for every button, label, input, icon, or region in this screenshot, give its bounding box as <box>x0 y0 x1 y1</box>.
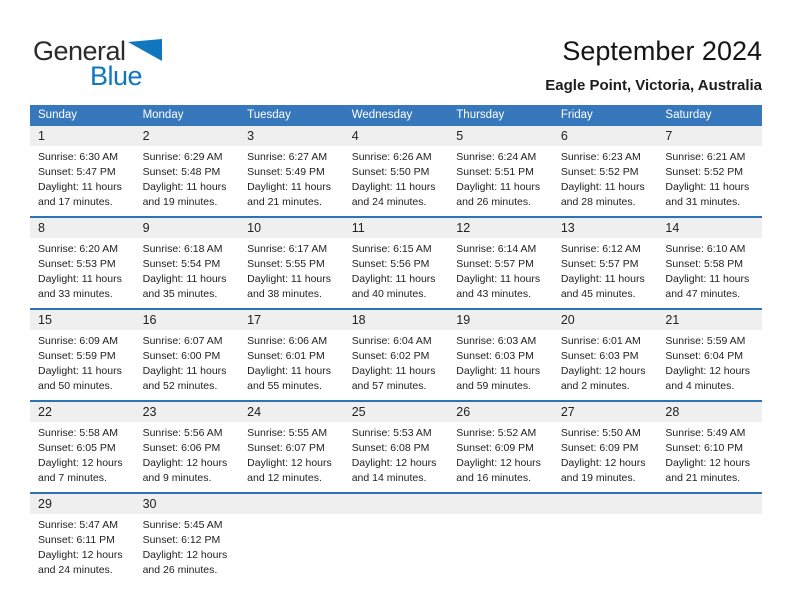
sunrise-text: Sunrise: 5:56 AM <box>142 427 223 439</box>
day-details <box>344 146 449 216</box>
sunset-text: Sunset: 5:47 PM <box>38 166 116 178</box>
sunrise-text: Sunrise: 6:26 AM <box>351 151 432 163</box>
week-row <box>30 126 762 216</box>
day-number: 15 <box>30 310 135 330</box>
sunrise-text: Sunrise: 5:59 AM <box>665 335 746 347</box>
day-number: 10 <box>239 218 344 238</box>
sunset-text: Sunset: 5:53 PM <box>38 258 116 270</box>
general-blue-logo <box>33 36 163 91</box>
week-row <box>30 400 762 492</box>
weekday-label-sunday: Sunday <box>38 109 78 121</box>
day-details <box>239 238 344 308</box>
sunrise-text: Sunrise: 6:09 AM <box>38 335 118 347</box>
day-number: 27 <box>553 402 658 422</box>
daylight-text: Daylight: 11 hours and 17 minutes. <box>38 181 122 208</box>
day-details <box>135 330 240 400</box>
sunrise-text: Sunrise: 6:10 AM <box>665 243 746 255</box>
day-details <box>657 330 762 400</box>
sunrise-text: Sunrise: 6:27 AM <box>247 151 328 163</box>
daylight-text: Daylight: 11 hours and 59 minutes. <box>456 365 541 392</box>
calendar-day-cell <box>657 126 762 216</box>
daylight-text: Daylight: 12 hours and 16 minutes. <box>456 457 541 484</box>
sunrise-text: Sunrise: 6:04 AM <box>351 335 432 347</box>
day-details <box>553 422 658 492</box>
day-number <box>553 494 658 514</box>
calendar-empty-cell <box>448 494 553 584</box>
sunrise-text: Sunrise: 5:53 AM <box>351 427 432 439</box>
day-number: 21 <box>657 310 762 330</box>
sunset-text: Sunset: 6:05 PM <box>38 442 116 454</box>
calendar-day-cell <box>239 402 344 492</box>
day-details <box>657 422 762 492</box>
day-number: 18 <box>344 310 449 330</box>
daylight-text: Daylight: 12 hours and 2 minutes. <box>560 365 646 392</box>
day-details <box>553 330 658 400</box>
day-details <box>448 238 553 308</box>
daylight-text: Daylight: 12 hours and 21 minutes. <box>665 457 751 484</box>
day-details <box>344 514 449 584</box>
calendar-day-cell <box>448 126 553 216</box>
weekday-header-row <box>30 105 762 126</box>
daylight-text: Daylight: 11 hours and 24 minutes. <box>351 181 436 208</box>
sunrise-text: Sunrise: 6:12 AM <box>560 243 641 255</box>
daylight-text: Daylight: 11 hours and 47 minutes. <box>665 273 750 300</box>
day-number: 14 <box>657 218 762 238</box>
sunset-text: Sunset: 6:01 PM <box>247 350 325 362</box>
calendar-day-cell <box>344 310 449 400</box>
calendar-day-cell <box>344 126 449 216</box>
week-row <box>30 308 762 400</box>
weekday-label-thursday: Thursday <box>456 109 505 121</box>
week-row <box>30 492 762 584</box>
daylight-text: Daylight: 12 hours and 7 minutes. <box>38 457 123 484</box>
day-details <box>344 422 449 492</box>
day-details <box>30 238 135 308</box>
sunset-text: Sunset: 5:52 PM <box>560 166 639 178</box>
day-number: 11 <box>344 218 449 238</box>
calendar-empty-cell <box>239 494 344 584</box>
daylight-text: Daylight: 12 hours and 26 minutes. <box>142 549 228 576</box>
day-details <box>135 146 240 216</box>
sunrise-text: Sunrise: 5:50 AM <box>560 427 641 439</box>
calendar-day-cell <box>448 218 553 308</box>
calendar-day-cell <box>553 218 658 308</box>
day-number <box>448 494 553 514</box>
daylight-text: Daylight: 11 hours and 38 minutes. <box>247 273 331 300</box>
day-number: 9 <box>135 218 240 238</box>
page-subtitle: Eagle Point, Victoria, Australia <box>545 77 762 94</box>
calendar-day-cell <box>448 310 553 400</box>
sunrise-text: Sunrise: 6:21 AM <box>665 151 746 163</box>
day-details <box>135 422 240 492</box>
day-number: 23 <box>135 402 240 422</box>
weekday-label-tuesday: Tuesday <box>247 109 291 121</box>
daylight-text: Daylight: 12 hours and 24 minutes. <box>38 549 123 576</box>
daylight-text: Daylight: 11 hours and 50 minutes. <box>38 365 122 392</box>
sunrise-text: Sunrise: 6:18 AM <box>142 243 223 255</box>
calendar-table <box>30 105 762 584</box>
sunset-text: Sunset: 6:11 PM <box>38 534 115 546</box>
calendar-day-cell <box>135 126 240 216</box>
day-details <box>657 146 762 216</box>
calendar-day-cell <box>135 218 240 308</box>
sunrise-text: Sunrise: 6:24 AM <box>456 151 537 163</box>
sunset-text: Sunset: 6:09 PM <box>560 442 639 454</box>
day-number: 2 <box>135 126 240 146</box>
day-details <box>30 422 135 492</box>
sunrise-text: Sunrise: 6:29 AM <box>142 151 223 163</box>
day-details <box>344 330 449 400</box>
sunrise-text: Sunrise: 6:23 AM <box>560 151 641 163</box>
sunset-text: Sunset: 5:59 PM <box>38 350 116 362</box>
sunset-text: Sunset: 6:07 PM <box>247 442 325 454</box>
day-details <box>448 514 553 584</box>
day-details <box>239 330 344 400</box>
page-title: September 2024 <box>562 36 762 66</box>
day-number: 22 <box>30 402 135 422</box>
sunset-text: Sunset: 5:58 PM <box>665 258 744 270</box>
sunset-text: Sunset: 6:03 PM <box>560 350 639 362</box>
daylight-text: Daylight: 12 hours and 9 minutes. <box>142 457 228 484</box>
daylight-text: Daylight: 12 hours and 14 minutes. <box>351 457 437 484</box>
calendar-day-cell <box>344 218 449 308</box>
sunrise-text: Sunrise: 5:58 AM <box>38 427 118 439</box>
sunset-text: Sunset: 5:57 PM <box>456 258 534 270</box>
day-details <box>135 514 240 584</box>
calendar-day-cell <box>30 126 135 216</box>
sunset-text: Sunset: 5:57 PM <box>560 258 639 270</box>
day-number: 6 <box>553 126 658 146</box>
day-details <box>239 422 344 492</box>
day-details <box>657 514 762 584</box>
daylight-text: Daylight: 12 hours and 12 minutes. <box>247 457 332 484</box>
day-details <box>448 422 553 492</box>
calendar-day-cell <box>448 402 553 492</box>
calendar-day-cell <box>657 218 762 308</box>
daylight-text: Daylight: 11 hours and 19 minutes. <box>142 181 227 208</box>
weekday-label-saturday: Saturday <box>665 109 712 121</box>
sunset-text: Sunset: 5:49 PM <box>247 166 325 178</box>
day-number: 8 <box>30 218 135 238</box>
day-number: 29 <box>30 494 135 514</box>
day-number: 3 <box>239 126 344 146</box>
daylight-text: Daylight: 11 hours and 33 minutes. <box>38 273 122 300</box>
calendar-day-cell <box>30 310 135 400</box>
calendar-day-cell <box>135 310 240 400</box>
day-number: 4 <box>344 126 449 146</box>
calendar-body <box>30 126 762 584</box>
sunrise-text: Sunrise: 6:30 AM <box>38 151 118 163</box>
sunrise-text: Sunrise: 6:15 AM <box>351 243 432 255</box>
calendar-day-cell <box>657 310 762 400</box>
day-details <box>448 330 553 400</box>
sunset-text: Sunset: 6:00 PM <box>142 350 221 362</box>
day-number: 1 <box>30 126 135 146</box>
calendar-day-cell <box>135 494 240 584</box>
calendar-day-cell <box>553 310 658 400</box>
sunset-text: Sunset: 5:55 PM <box>247 258 325 270</box>
sunrise-text: Sunrise: 5:52 AM <box>456 427 537 439</box>
sunrise-text: Sunrise: 6:20 AM <box>38 243 118 255</box>
sunset-text: Sunset: 5:51 PM <box>456 166 534 178</box>
calendar-empty-cell <box>344 494 449 584</box>
calendar-empty-cell <box>657 494 762 584</box>
sunrise-text: Sunrise: 6:03 AM <box>456 335 537 347</box>
calendar-day-cell <box>344 402 449 492</box>
sunset-text: Sunset: 6:09 PM <box>456 442 534 454</box>
day-number: 24 <box>239 402 344 422</box>
sunset-text: Sunset: 6:04 PM <box>665 350 744 362</box>
day-details <box>135 238 240 308</box>
weekday-label-monday: Monday <box>142 109 184 121</box>
day-details <box>448 146 553 216</box>
daylight-text: Daylight: 11 hours and 55 minutes. <box>247 365 331 392</box>
day-number: 25 <box>344 402 449 422</box>
daylight-text: Daylight: 11 hours and 35 minutes. <box>142 273 227 300</box>
calendar-day-cell <box>30 218 135 308</box>
day-details <box>239 146 344 216</box>
day-number <box>344 494 449 514</box>
sunrise-text: Sunrise: 5:47 AM <box>38 519 118 531</box>
sunset-text: Sunset: 5:50 PM <box>351 166 430 178</box>
day-number <box>239 494 344 514</box>
sunset-text: Sunset: 6:12 PM <box>142 534 221 546</box>
daylight-text: Daylight: 11 hours and 57 minutes. <box>351 365 436 392</box>
calendar-day-cell <box>239 126 344 216</box>
sunset-text: Sunset: 6:03 PM <box>456 350 534 362</box>
sunset-text: Sunset: 5:52 PM <box>665 166 744 178</box>
daylight-text: Daylight: 11 hours and 45 minutes. <box>560 273 645 300</box>
daylight-text: Daylight: 11 hours and 21 minutes. <box>247 181 331 208</box>
daylight-text: Daylight: 11 hours and 31 minutes. <box>665 181 750 208</box>
day-number: 16 <box>135 310 240 330</box>
day-number: 12 <box>448 218 553 238</box>
day-details <box>30 330 135 400</box>
sunrise-text: Sunrise: 5:45 AM <box>142 519 223 531</box>
sunset-text: Sunset: 5:56 PM <box>351 258 430 270</box>
logo-text-blue: Blue <box>90 61 143 91</box>
calendar-day-cell <box>30 402 135 492</box>
sunset-text: Sunset: 6:10 PM <box>665 442 744 454</box>
day-number: 19 <box>448 310 553 330</box>
sunrise-text: Sunrise: 6:01 AM <box>560 335 641 347</box>
sunset-text: Sunset: 6:02 PM <box>351 350 430 362</box>
day-number: 30 <box>135 494 240 514</box>
daylight-text: Daylight: 12 hours and 19 minutes. <box>560 457 646 484</box>
sunrise-text: Sunrise: 5:55 AM <box>247 427 328 439</box>
day-number: 5 <box>448 126 553 146</box>
daylight-text: Daylight: 11 hours and 40 minutes. <box>351 273 436 300</box>
sunset-text: Sunset: 6:06 PM <box>142 442 221 454</box>
logo-text-general: General <box>33 36 126 66</box>
sunrise-text: Sunrise: 6:06 AM <box>247 335 328 347</box>
day-details <box>553 146 658 216</box>
day-details <box>239 514 344 584</box>
day-details <box>553 514 658 584</box>
sunrise-text: Sunrise: 5:49 AM <box>665 427 746 439</box>
weekday-label-friday: Friday <box>560 109 593 121</box>
weekday-label-wednesday: Wednesday <box>351 109 413 121</box>
daylight-text: Daylight: 12 hours and 4 minutes. <box>665 365 751 392</box>
sunrise-text: Sunrise: 6:07 AM <box>142 335 223 347</box>
calendar-day-cell <box>239 218 344 308</box>
daylight-text: Daylight: 11 hours and 26 minutes. <box>456 181 541 208</box>
day-number: 20 <box>553 310 658 330</box>
calendar-day-cell <box>239 310 344 400</box>
sunrise-text: Sunrise: 6:17 AM <box>247 243 328 255</box>
sunrise-text: Sunrise: 6:14 AM <box>456 243 537 255</box>
week-row <box>30 216 762 308</box>
day-number: 13 <box>553 218 658 238</box>
day-details <box>344 238 449 308</box>
day-details <box>30 146 135 216</box>
day-details <box>657 238 762 308</box>
day-details <box>553 238 658 308</box>
calendar-day-cell <box>135 402 240 492</box>
day-number: 7 <box>657 126 762 146</box>
sunset-text: Sunset: 5:54 PM <box>142 258 221 270</box>
daylight-text: Daylight: 11 hours and 52 minutes. <box>142 365 227 392</box>
day-number <box>657 494 762 514</box>
daylight-text: Daylight: 11 hours and 43 minutes. <box>456 273 541 300</box>
calendar-empty-cell <box>553 494 658 584</box>
day-details <box>30 514 135 584</box>
sunset-text: Sunset: 5:48 PM <box>142 166 221 178</box>
daylight-text: Daylight: 11 hours and 28 minutes. <box>560 181 645 208</box>
calendar-day-cell <box>657 402 762 492</box>
calendar-day-cell <box>30 494 135 584</box>
day-number: 26 <box>448 402 553 422</box>
calendar-day-cell <box>553 402 658 492</box>
calendar-day-cell <box>553 126 658 216</box>
day-number: 28 <box>657 402 762 422</box>
day-number: 17 <box>239 310 344 330</box>
sunset-text: Sunset: 6:08 PM <box>351 442 430 454</box>
